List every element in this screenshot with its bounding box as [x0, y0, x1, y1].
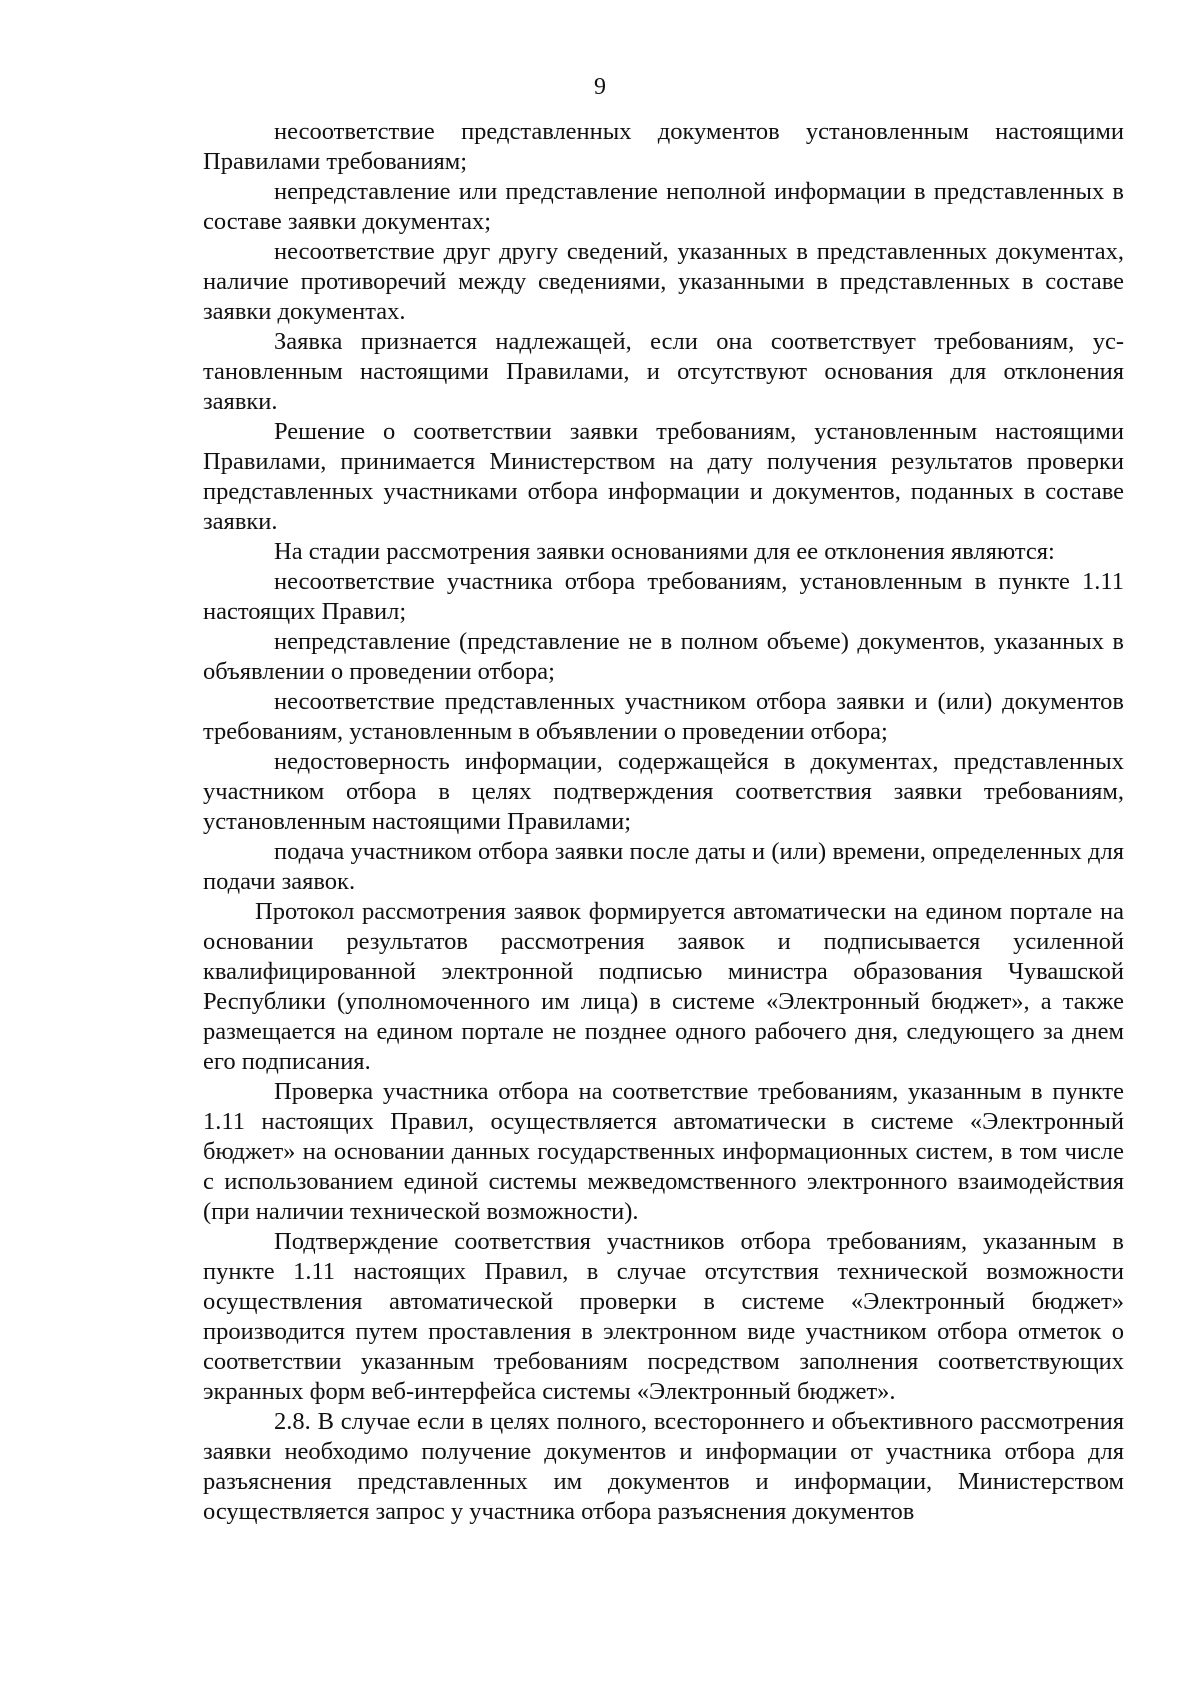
paragraph-3: несоответствие друг другу сведений, указанных в представленных документах, наличие противоречий между сведениями, указанными в представленных в составе заявки документах. — [203, 238, 1124, 325]
paragraph-15: 2.8. В случае если в целях полного, всестороннего и объективного рассмотрения заявки необходимо получение документов и информации от участника отбора для разъяснения представленных им документов и информации, Министерством осуществляется запрос у участника отбора разъяснения документов — [203, 1408, 1124, 1525]
paragraph-7: несоответствие участника отбора требованиям, установленным в пункте 1.11 настоящих Правил; — [203, 568, 1124, 625]
paragraph-6: На стадии рассмотрения заявки основаниями для ее отклонения являются: — [274, 538, 1055, 565]
paragraph-13: Проверка участника отбора на соответствие требованиям, указанным в пункте 1.11 настоящих Правил, осуществляется автоматически в системе «Электронный бюджет» на основании данных государственных информационных систем, в том числе с использованием единой системы межведомственного электронного взаимодействия (при наличии технической возможности). — [203, 1078, 1124, 1225]
paragraph-4: Заявка признается надлежащей, если она соответствует требованиям, установленным настоящими Правилами, и отсутствуют основания для отклонения заявки. — [203, 328, 1124, 415]
paragraph-11: подача участником отбора заявки после даты и (или) времени, определенных для подачи заявок. — [203, 838, 1124, 895]
paragraph-10: недостоверность информации, содержащейся в документах, представленных участником отбора в целях подтверждения соответствия заявки требованиям, установленным настоящими Правилами; — [203, 748, 1124, 835]
paragraph-5: Решение о соответствии заявки требованиям, установленным настоящими Правилами, принимается Министерством на дату получения результатов проверки представленных участниками отбора информации и документов, поданных в составе заявки. — [203, 418, 1124, 535]
paragraph-14: Подтверждение соответствия участников отбора требованиям, указанным в пункте 1.11 настоящих Правил, в случае отсутствия технической возможности осуществления автоматической проверки в системе «Электронный бюджет» производится путем проставления в электронном виде участником отбора отметок о соответствии указанным требованиям посредством заполнения соответствующих экранных форм веб-интерфейса системы «Электронный бюджет». — [203, 1228, 1124, 1405]
document-body — [203, 117, 1124, 1527]
paragraph-1: несоответствие представленных документов установленным настоящими Правилами требованиям; — [203, 118, 1124, 175]
paragraph-12: Протокол рассмотрения заявок формируется автоматически на едином портале на основании результатов рассмотрения заявок и подписывается усиленной квалифицированной электронной подписью министра образования Чувашской Республики (уполномоченного им лица) в системе «Электронный бюджет», а также размещается на едином портале не позднее одного рабочего дня, следующего за днем его подписания. — [203, 898, 1124, 1075]
paragraph-2: непредставление или представление неполной информации в представленных в составе заявки документах; — [203, 178, 1124, 235]
page-number: 9 — [594, 74, 606, 100]
paragraph-8: непредставление (представление не в полном объеме) документов, указанных в объявлении о проведении отбора; — [203, 628, 1124, 685]
paragraph-9: несоответствие представленных участником отбора заявки и (или) документов требованиям, установленным в объявлении о проведении отбора; — [203, 688, 1124, 745]
